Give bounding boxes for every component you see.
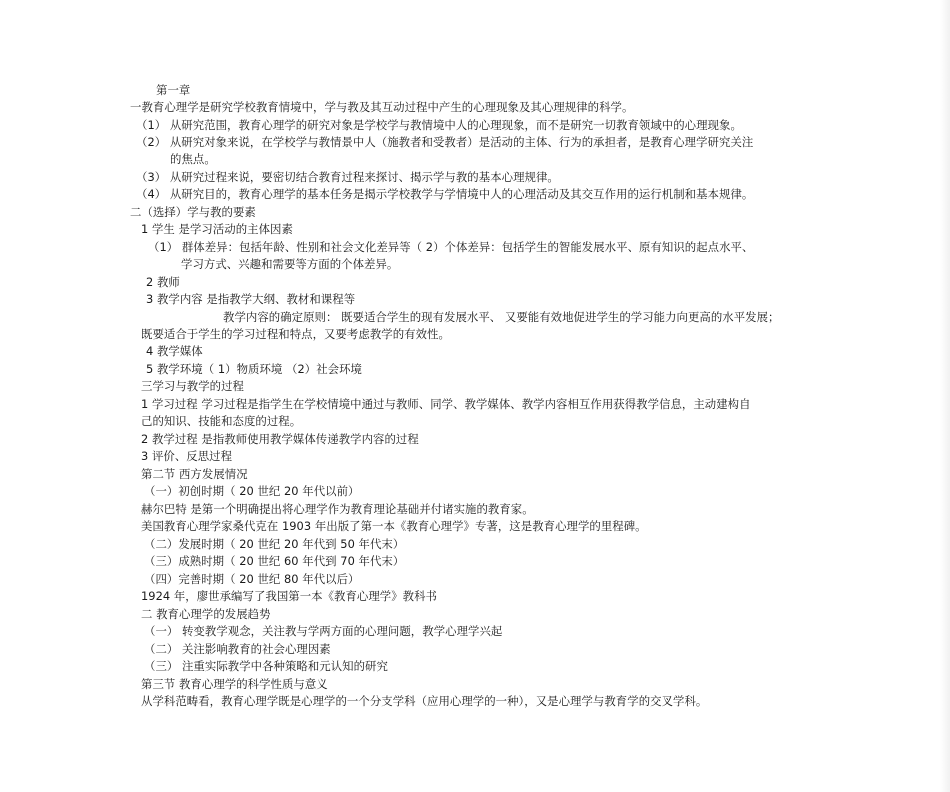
content-principle-continued: 既要适合于学生的学习过程和特点，又要考虑教学的有效性。 <box>141 327 450 341</box>
evaluation-process: 3 评价、反思过程 <box>141 449 233 463</box>
section-3-heading: 第三节 教育心理学的科学性质与意义 <box>141 677 328 691</box>
content-principle: 教学内容的确定原则： 既要适合学生的现有发展水平、 又要能有效地促进学生的学习能力向更高的水平发展； <box>223 310 780 324</box>
element-media: 4 教学媒体 <box>146 344 203 358</box>
section-2-heading: 第二节 西方发展情况 <box>141 467 248 481</box>
trend-2: （二） 关注影响教育的社会心理因素 <box>144 642 331 656</box>
herbart-line: 赫尔巴特 是第一个明确提出将心理学作为教育理论基础并付诸实施的教育家。 <box>141 502 534 516</box>
point-2-continued: 的焦点。 <box>170 152 216 166</box>
point-1: （1） 从研究范围，教育心理学的研究对象是学校学与教情境中人的心理现象，而不是研究一切教育领域中的心理现象。 <box>136 118 742 132</box>
period-perfect: （四）完善时期（ 20 世纪 80 年代以后） <box>144 572 360 586</box>
section-heading-elements: 二（选择）学与教的要素 <box>130 205 256 219</box>
element-student: 1 学生 是学习活动的主体因素 <box>141 222 293 236</box>
thorndike-line: 美国教育心理学家桑代克在 1903 年出版了第一本《教育心理学》专著，这是教育心理学的里程碑。 <box>141 519 647 533</box>
student-differences: （1） 群体差异：包括年龄、性别和社会文化差异等（ 2）个体差异：包括学生的智能发展水平、原有知识的起点水平、 <box>148 240 754 254</box>
trend-3: （三） 注重实际教学中各种策略和元认知的研究 <box>144 659 388 673</box>
period-development: （二）发展时期（ 20 世纪 20 年代到 50 年代末） <box>144 537 405 551</box>
discipline-line: 从学科范畴看，教育心理学既是心理学的一个分支学科（应用心理学的一种），又是心理学与教育学的交叉学科。 <box>141 694 708 708</box>
page-edge-shadow <box>940 0 950 792</box>
student-differences-continued: 学习方式、兴趣和需要等方面的个体差异。 <box>181 257 399 271</box>
section-heading-process: 三学习与教学的过程 <box>141 379 244 393</box>
element-environment: 5 教学环境（ 1）物质环境 （2）社会环境 <box>146 362 362 376</box>
trends-heading: 二 教育心理学的发展趋势 <box>141 607 271 621</box>
point-4: （4） 从研究目的，教育心理学的基本任务是揭示学校教学与学情境中人的心理活动及其交互作用的运行机制和基本规律。 <box>136 187 754 201</box>
definition-line: 一教育心理学是研究学校教育情境中，学与教及其互动过程中产生的心理现象及其心理规律的科学。 <box>130 100 634 114</box>
period-mature: （三）成熟时期（ 20 世纪 60 年代到 70 年代末） <box>144 554 405 568</box>
teaching-process: 2 教学过程 是指教师使用教学媒体传递教学内容的过程 <box>141 432 419 446</box>
first-textbook-line: 1924 年，廖世承编写了我国第一本《教育心理学》教科书 <box>141 589 437 603</box>
element-teacher: 2 教师 <box>146 275 180 289</box>
learning-process-continued: 己的知识、技能和态度的过程。 <box>141 414 302 428</box>
element-content: 3 教学内容 是指教学大纲、教材和课程等 <box>146 292 356 306</box>
period-initial: （一）初创时期（ 20 世纪 20 年代以前） <box>144 484 360 498</box>
point-3: （3） 从研究过程来说，要密切结合教育过程来探讨、揭示学与教的基本心理规律。 <box>136 170 559 184</box>
chapter-title: 第一章 <box>156 83 191 97</box>
trend-1: （一） 转变教学观念，关注教与学两方面的心理问题，教学心理学兴起 <box>144 624 503 638</box>
point-2: （2） 从研究对象来说，在学校学与教情景中人（施教者和受教者）是活动的主体、行为的承担者，是教育心理学研究关注 <box>136 135 754 149</box>
learning-process: 1 学习过程 学习过程是指学生在学校情境中通过与教师、同学、教学媒体、教学内容相互作用获得教学信息，主动建构自 <box>141 397 751 411</box>
